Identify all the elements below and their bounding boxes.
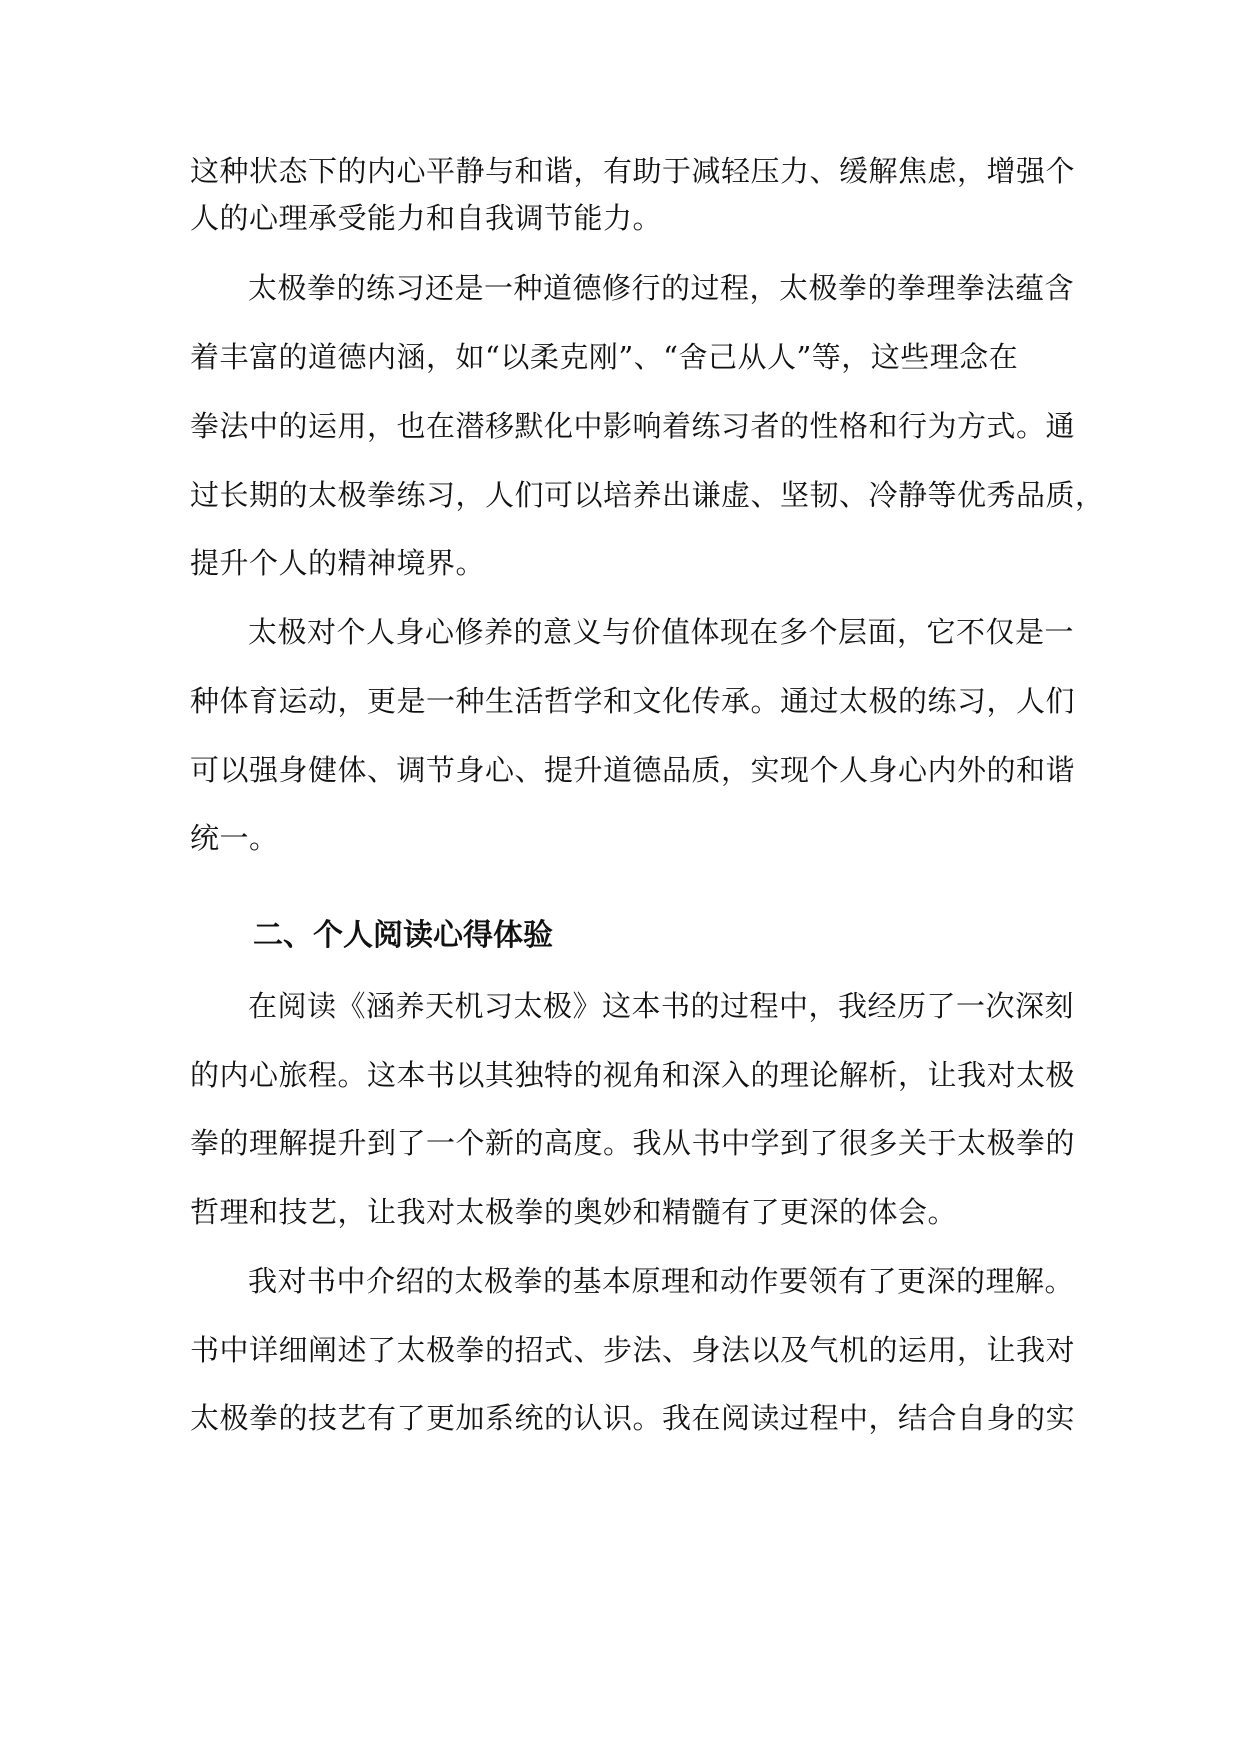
body-text-line: 统一。 bbox=[190, 821, 279, 855]
body-text-line: 太极拳的练习还是一种道德修行的过程，太极拳的拳理拳法蕴含 bbox=[248, 271, 1075, 305]
body-text-line: 种体育运动，更是一种生活哲学和文化传承。通过太极的练习，人们 bbox=[190, 684, 1076, 718]
body-text-line: 书中详细阐述了太极拳的招式、步法、身法以及气机的运用，让我对 bbox=[190, 1333, 1076, 1367]
body-text-line: 着丰富的道德内涵，如“以柔克刚”、“舍己从人”等，这些理念在 bbox=[190, 340, 1019, 374]
body-text-line: 这种状态下的内心平静与和谐，有助于减轻压力、缓解焦虑，增强个 bbox=[190, 154, 1076, 188]
body-text-line: 在阅读《涵养天机习太极》这本书的过程中，我经历了一次深刻 bbox=[248, 989, 1075, 1023]
section-heading: 二、个人阅读心得体验 bbox=[253, 918, 553, 953]
body-text-line: 太极对个人身心修养的意义与价值体现在多个层面，它不仅是一 bbox=[248, 615, 1075, 649]
body-text-line: 我对书中介绍的太极拳的基本原理和动作要领有了更深的理解。 bbox=[248, 1264, 1075, 1298]
body-text-line: 拳的理解提升到了一个新的高度。我从书中学到了很多关于太极拳的 bbox=[190, 1126, 1076, 1160]
body-text-line: 提升个人的精神境界。 bbox=[190, 546, 486, 580]
body-text-line: 可以强身健体、调节身心、提升道德品质，实现个人身心内外的和谐 bbox=[190, 753, 1076, 787]
body-text-line: 的内心旅程。这本书以其独特的视角和深入的理论解析，让我对太极 bbox=[190, 1058, 1076, 1092]
body-text-line: 过长期的太极拳练习，人们可以培养出谦虚、坚韧、冷静等优秀品质， bbox=[190, 478, 1105, 512]
body-text-line: 哲理和技艺，让我对太极拳的奥妙和精髓有了更深的体会。 bbox=[190, 1195, 958, 1229]
body-text-line: 拳法中的运用，也在潜移默化中影响着练习者的性格和行为方式。通 bbox=[190, 409, 1076, 443]
body-text-line: 太极拳的技艺有了更加系统的认识。我在阅读过程中，结合自身的实 bbox=[190, 1401, 1076, 1435]
body-text-line: 人的心理承受能力和自我调节能力。 bbox=[190, 201, 663, 235]
